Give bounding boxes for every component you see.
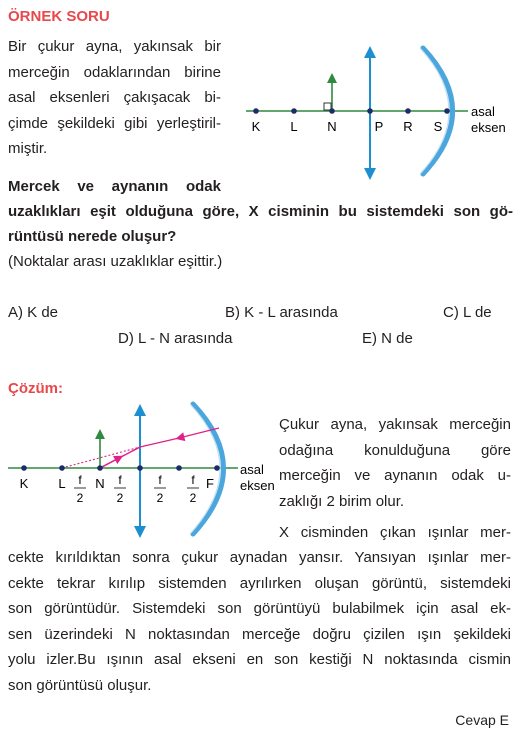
axis-label-eksen: eksen [471,120,506,135]
question-line-2: uzaklıkları eşit olduğuna göre, X cisminin bu sistemdeki son gö- [8,203,513,220]
intro-line: Bir çukur ayna, yakınsak bir [8,38,221,55]
object-x-arrow [95,429,105,468]
intro-text [8,34,221,162]
svg-text:2: 2 [116,491,124,505]
optics-figure-1 [240,40,515,190]
svg-text:f: f [191,473,195,487]
point-l [291,108,297,114]
point-n [97,465,103,471]
label-k: K [251,119,261,134]
question-note: (Noktalar arası uzaklıklar eşittir.) [8,253,223,270]
label-p: P [374,119,384,134]
object-x-arrow [327,73,337,111]
svg-text:2: 2 [76,491,84,505]
solution-heading: Çözüm: [8,380,63,397]
converging-lens [134,404,146,538]
solution-para-line: son görüntüsü oluşur. [8,676,152,694]
intro-line: asal eksenleri çakışacak bi- [8,89,221,106]
label-n: N [95,476,105,491]
solution-para-line: cekte kırıldıktan sonra çukur aynadan yansır. Yansıyan ışınlar mer- [8,549,511,566]
solution-para-line: yolu izler.Bu ışının asal ekseni en son kestiği N noktasında cismin [8,651,511,668]
point-r [405,108,411,114]
label-s: S [433,119,443,134]
reflected-ray [140,428,219,447]
option-d: D) L - N arasında [118,330,233,347]
axis-label-asal: asal [240,462,264,477]
answer-label: Cevap E [455,712,509,728]
label-r: R [403,119,413,134]
point-k [21,465,27,471]
point-s [444,108,450,114]
point-n [329,108,335,114]
svg-text:f: f [78,473,82,487]
fraction-f-over-2 [74,473,86,505]
point-k [253,108,259,114]
label-f: F [206,476,214,491]
virtual-ray-extension [62,447,140,468]
solution-side-line: odağına konulduğuna göre [279,441,511,459]
solution-side-line: merceğin ve aynanın odak u- [279,467,511,484]
question-line-3: rüntüsü nerede oluşur? [8,228,177,245]
label-l: L [290,119,298,134]
fraction-f-over-2 [154,473,166,505]
fraction-f-over-2 [187,473,199,505]
intro-line: çimde şekildeki gibi yerleştiril- [8,114,221,132]
solution-para-line: son görüntüdür. Sistemdeki son görüntüyü bulabilmek için asal ek- [8,600,511,617]
svg-text:2: 2 [189,491,197,505]
intro-line: merceğin odaklarından birine [8,63,221,81]
solution-para-line: sen üzerindeki N noktasından merceğe doğru çizilen ışın şekildeki [8,625,511,643]
fraction-f-over-2 [114,473,126,505]
solution-side-line: Çukur ayna, yakınsak merceğin [279,416,511,433]
solution-side-line: zaklığı 2 birim olur. [279,492,405,510]
intro-line: miştir. [8,140,48,157]
point-r [176,465,182,471]
axis-label-eksen: eksen [240,478,275,493]
option-e: E) N de [362,330,413,347]
label-l: L [58,476,66,491]
option-c: C) L de [443,304,492,321]
option-a: A) K de [8,304,59,321]
ray-segment-arrow [100,447,140,468]
point-f [214,465,220,471]
svg-text:f: f [118,473,122,487]
point-p [367,108,373,114]
solution-side-text [279,412,511,514]
solution-para-line: cekte tekrar kırılıp sistemden ayrılırken oluşan görüntü, sistemdeki [8,574,511,592]
svg-text:f: f [158,473,162,487]
axis-label-asal: asal [471,104,495,119]
svg-text:2: 2 [156,491,164,505]
right-angle-marker [324,103,331,110]
question-line-1: Mercek ve aynanın odak [8,178,221,195]
solution-para-line: X cisminden çıkan ışınlar mer- [279,524,511,541]
solution-paragraph [8,545,511,698]
point-lens-center [137,465,143,471]
example-heading: ÖRNEK SORU [8,8,110,25]
optics-figure-2 [4,398,280,544]
option-b: B) K - L arasında [225,304,338,321]
point-l [59,465,65,471]
label-n: N [327,119,337,134]
label-k: K [19,476,29,491]
